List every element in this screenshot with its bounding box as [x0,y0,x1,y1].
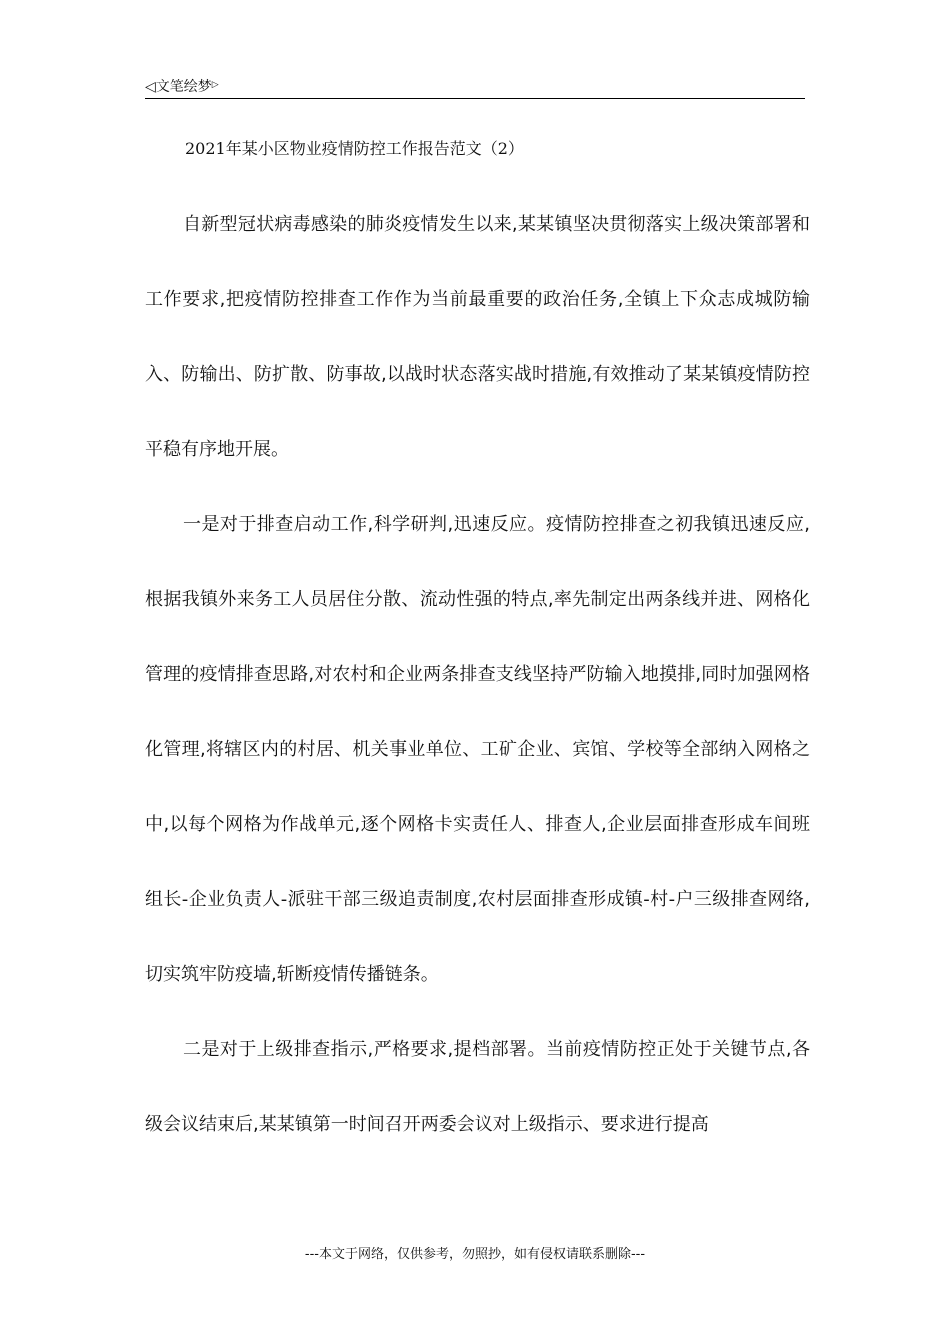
body-paragraph-3: 二是对于上级排查指示,严格要求,提档部署。当前疫情防控正处于关键节点,各级会议结束后,某某镇第一时间召开两委会议对上级指示、要求进行提高 [145,1039,810,1135]
header-brand-text: 文笔绘梦 [155,79,212,95]
triangle-right-icon: ▷ [211,80,219,90]
header-brand [145,76,219,96]
page-header [145,72,805,99]
page-footer-disclaimer: ---本文于网络，仅供参考，勿照抄，如有侵权请联系删除--- [304,1247,646,1262]
triangle-left-icon: ◁ [145,79,156,95]
body-paragraph-2: 一是对于排查启动工作,科学研判,迅速反应。疫情防控排查之初我镇迅速反应,根据我镇外来务工人员居住分散、流动性强的特点,率先制定出两条线并进、网格化管理的疫情排查思路,对农村和企业两条排查支线坚持严防输入地摸排,同时加强网格化管理,将辖区内的村居、机关事业单位、工矿企业、宾馆、学校等全部纳入网格之中,以每个网格为作战单元,逐个网格卡实责任人、排查人,企业层面排查形成车间班组长-企业负责人-派驻干部三级追责制度,农村层面排查形成镇-村-户三级排查网络,切实筑牢防疫墙,斩断疫情传播链条。 [145,514,810,985]
document-title: 2021年某小区物业疫情防控工作报告范文（2） [185,139,524,158]
body-paragraph-1: 自新型冠状病毒感染的肺炎疫情发生以来,某某镇坚决贯彻落实上级决策部署和工作要求,把疫情防控排查工作作为当前最重要的政治任务,全镇上下众志成城防输入、防输出、防扩散、防事故,以战时状态落实战时措施,有效推动了某某镇疫情防控平稳有序地开展。 [145,214,810,460]
